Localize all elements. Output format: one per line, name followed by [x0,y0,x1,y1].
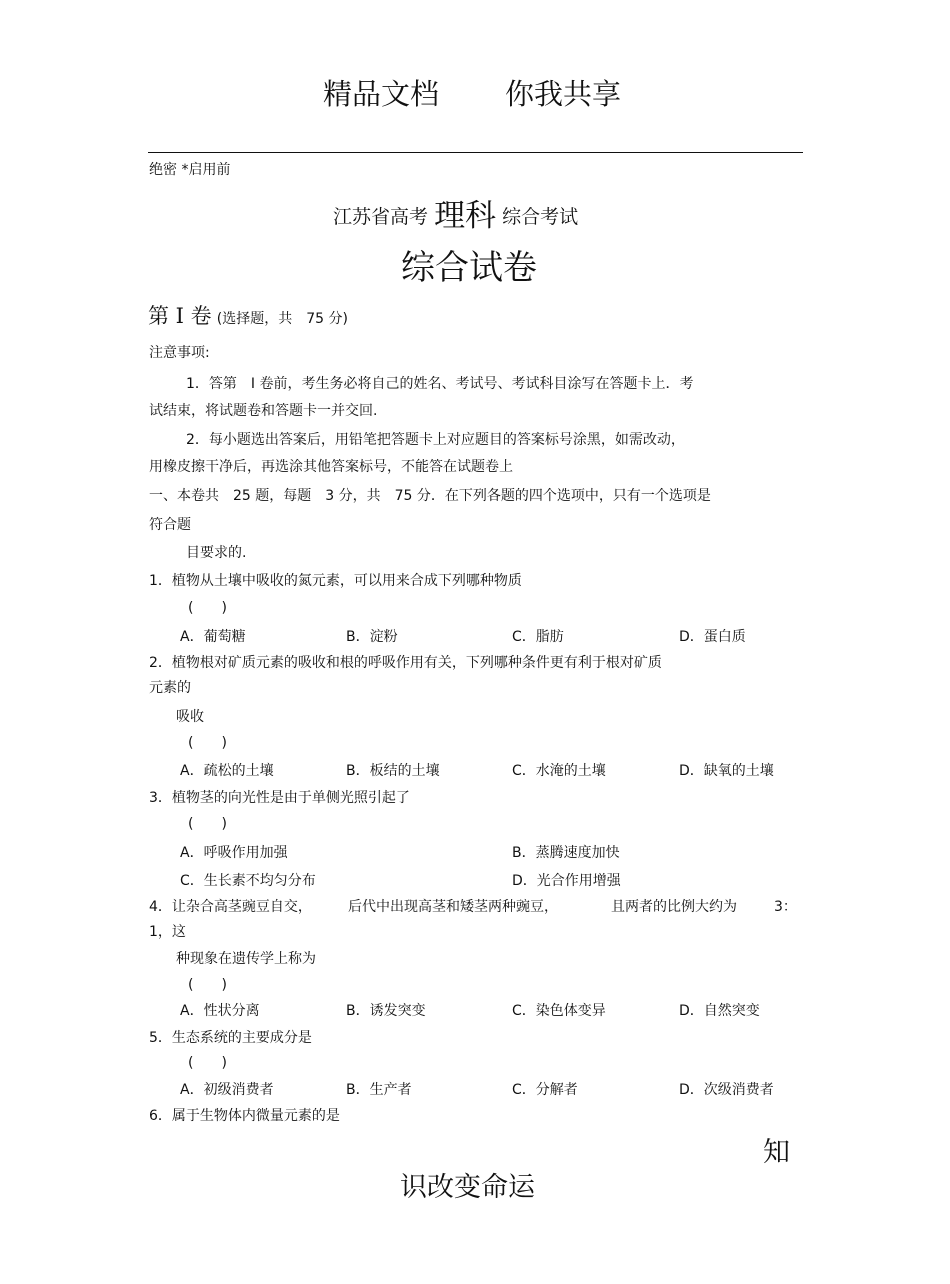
footer-line1: 知 [763,1137,790,1168]
section-line2: 符合题 [149,517,191,533]
q4-stem-part4: 3： [774,899,797,915]
q4-stem-line3: 种现象在遗传学上称为 [176,951,316,967]
q4-answer-paren: ( ) [188,977,227,993]
q1-option-d: D．蛋白质 [679,629,746,645]
title-post: 综合考试 [502,206,579,228]
q4-option-d: D．自然突变 [679,1003,760,1019]
header-left-text: 精品文档 [323,77,440,111]
q4-stem-part3: 且两者的比例大约为 [611,899,737,915]
q4-stem-part2: 后代中出现高茎和矮茎两种豌豆， [348,899,558,915]
q1-stem: 1．植物从土壤中吸收的氮元素，可以用来合成下列哪种物质 [149,573,522,589]
q4-stem-part1: 4．让杂合高茎豌豆自交， [149,899,312,915]
exam-title [333,190,578,235]
exam-subtitle: 综合试卷 [401,248,537,288]
notice-label: 注意事项: [149,345,210,361]
q1-option-b: B．淀粉 [346,629,398,645]
q1-option-a: A．葡萄糖 [180,629,246,645]
notice-item2-line1: 2．每小题选出答案后，用铅笔把答题卡上对应题目的答案标号涂黑，如需改动， [186,432,685,448]
q5-option-b: B．生产者 [346,1082,412,1098]
footer-line2: 识改变命运 [400,1172,535,1203]
part-heading [148,300,348,330]
secret-label: 绝密 *启用前 [149,162,231,178]
q5-answer-paren: ( ) [188,1055,227,1071]
notice-item1-line2: 试结束，将试题卷和答题卡一并交回. [149,403,378,419]
q2-option-d: D．缺氧的土壤 [679,763,774,779]
q1-answer-paren: ( ) [188,600,227,616]
q2-option-c: C．水淹的土壤 [512,763,606,779]
q4-option-c: C．染色体变异 [512,1003,606,1019]
q3-option-b: B．蒸腾速度加快 [512,845,620,861]
q3-option-a: A．呼吸作用加强 [180,845,288,861]
q3-option-d: D．光合作用增强 [512,873,621,889]
q6-stem: 6．属于生物体内微量元素的是 [149,1108,340,1124]
q1-option-c: C．脂肪 [512,629,564,645]
title-pre: 江苏省高考 [333,206,429,228]
q2-stem-line2: 元素的 [149,680,191,696]
q4-stem-line2: 1，这 [149,924,186,940]
q2-stem-line3: 吸收 [176,709,204,725]
q3-option-c: C．生长素不均匀分布 [180,873,316,889]
q5-stem: 5．生态系统的主要成分是 [149,1030,312,1046]
title-big: 理科 [434,198,497,234]
q2-option-b: B．板结的土壤 [346,763,440,779]
part-small: (选择题，共 75 分) [216,311,348,327]
notice-item1-line1: 1．答第 I 卷前，考生务必将自己的姓名、考试号、考试科目涂写在答题卡上．考 [186,376,694,392]
q2-option-a: A．疏松的土壤 [180,763,274,779]
q4-option-a: A．性状分离 [180,1003,260,1019]
header-rule [148,152,803,153]
q5-option-d: D．次级消费者 [679,1082,774,1098]
q2-answer-paren: ( ) [188,735,227,751]
notice-item2-line2: 用橡皮擦干净后，再选涂其他答案标号，不能答在试题卷上 [149,459,513,475]
q3-answer-paren: ( ) [188,816,227,832]
q3-stem: 3．植物茎的向光性是由于单侧光照引起了 [149,790,410,806]
q5-option-c: C．分解者 [512,1082,578,1098]
part-big: 第 I 卷 [148,304,212,328]
section-line1: 一、本卷共 25 题，每题 3 分，共 75 分．在下列各题的四个选项中，只有一个选项是 [149,488,711,504]
section-line3: 目要求的. [186,545,247,561]
header-right-text: 你我共享 [505,77,622,111]
q5-option-a: A．初级消费者 [180,1082,274,1098]
q2-stem-line1: 2．植物根对矿质元素的吸收和根的呼吸作用有关，下列哪种条件更有利于根对矿质 [149,655,662,671]
q4-option-b: B．诱发突变 [346,1003,426,1019]
